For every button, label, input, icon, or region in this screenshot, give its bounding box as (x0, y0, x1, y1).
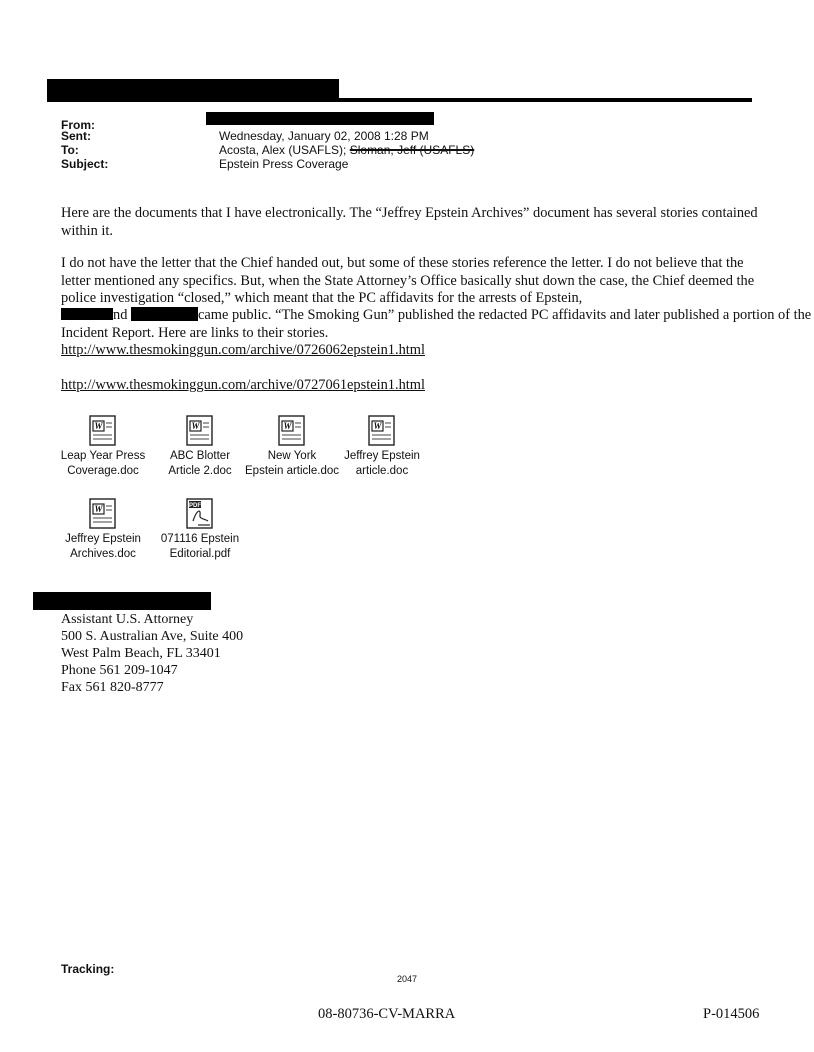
signature-address-line1: 500 S. Australian Ave, Suite 400 (61, 629, 244, 644)
case-number: 08-80736-CV-MARRA (318, 1006, 456, 1022)
attachment-item[interactable] (242, 414, 342, 479)
redaction-name-2 (131, 307, 198, 321)
paragraph-text: Here are the documents that I have electronically. The “Jeffrey Epstein Archives” document has several stories contained within it. (61, 205, 758, 239)
attachment-name-line2: Archives.doc (70, 548, 136, 560)
pdf-doc-icon (184, 497, 216, 529)
attachment-name-line2: Editorial.pdf (169, 548, 231, 560)
header-rule (47, 98, 752, 102)
smoking-gun-link-1[interactable]: http://www.thesmokinggun.com/archive/0726062epstein1.html (61, 342, 425, 358)
attachment-name-line1: Jeffrey Epstein (65, 533, 141, 545)
signature-fax: Fax 561 820-8777 (61, 680, 164, 695)
tracking-label: Tracking: (61, 962, 115, 976)
attachment-item[interactable] (53, 497, 153, 562)
redaction-from-value (206, 112, 434, 125)
redacted-line (61, 307, 814, 342)
signature-phone: Phone 561 209-1047 (61, 663, 178, 678)
to-recipient: Acosta, Alex (USAFLS); (219, 143, 350, 157)
attachment-name-line2: Coverage.doc (67, 465, 139, 477)
from-label: From: (61, 118, 95, 132)
signature-block (61, 611, 243, 696)
attachment-item[interactable] (332, 414, 432, 479)
to-value (219, 143, 474, 157)
word-doc-icon (184, 414, 216, 446)
sent-value: Wednesday, January 02, 2008 1:28 PM (219, 129, 429, 143)
attachment-name-line1: 071116 Epstein (160, 533, 240, 545)
word-doc-icon (87, 497, 119, 529)
paragraph-text-continued: came public. “The Smoking Gun” published the redacted PC affidavits and later published a portion of the Incident Report. Here are links to their stories. (61, 307, 812, 341)
attachment-name-line2: Epstein article.doc (245, 465, 339, 477)
attachment-name-line1: Jeffrey Epstein (344, 450, 420, 462)
signature-address-line2: West Palm Beach, FL 33401 (61, 646, 221, 661)
to-label: To: (61, 143, 79, 157)
attachment-name-line2: article.doc (355, 465, 409, 477)
paragraph-text: I do not have the letter that the Chief handed out, but some of these stories reference the letter. I do not believe that the letter mentioned any specifics. But, when the State Attorney’s Office basically shut down the case, the Chief deemed the police investigation “closed,” which meant that the PC affidavits for the arrests of Epstein, (61, 255, 755, 306)
word-doc-icon (366, 414, 398, 446)
conjunction-text: nd (113, 307, 128, 323)
svg-text:W: W (283, 421, 292, 431)
page-number: 2047 (397, 974, 418, 984)
redaction-name-1 (61, 308, 113, 320)
attachment-name-line1: ABC Blotter (169, 450, 231, 462)
word-doc-icon (87, 414, 119, 446)
attachment-name-line1: Leap Year Press (60, 450, 146, 462)
svg-text:W: W (94, 421, 103, 431)
svg-text:W: W (373, 421, 382, 431)
attachment-name-line1: New York (267, 450, 317, 462)
body-paragraph-1 (61, 205, 761, 240)
attachment-name-line2: Article 2.doc (168, 465, 232, 477)
word-doc-icon (276, 414, 308, 446)
sent-label: Sent: (61, 129, 91, 143)
attachment-item[interactable] (53, 414, 153, 479)
smoking-gun-link-2[interactable]: http://www.thesmokinggun.com/archive/0727061epstein1.html (61, 377, 425, 393)
subject-label: Subject: (61, 157, 109, 171)
svg-text:PDF: PDF (189, 503, 201, 509)
bates-number: P-014506 (703, 1006, 760, 1022)
svg-text:W: W (94, 504, 103, 514)
attachment-item[interactable] (150, 497, 250, 562)
body-paragraph-2 (61, 255, 761, 308)
signature-title: Assistant U.S. Attorney (61, 612, 194, 627)
subject-value: Epstein Press Coverage (219, 157, 349, 171)
redaction-signature-name (33, 592, 211, 610)
to-recipient-struck: Sloman, Jeff (USAFLS) (349, 143, 475, 157)
attachment-item[interactable] (150, 414, 250, 479)
svg-text:W: W (191, 421, 200, 431)
